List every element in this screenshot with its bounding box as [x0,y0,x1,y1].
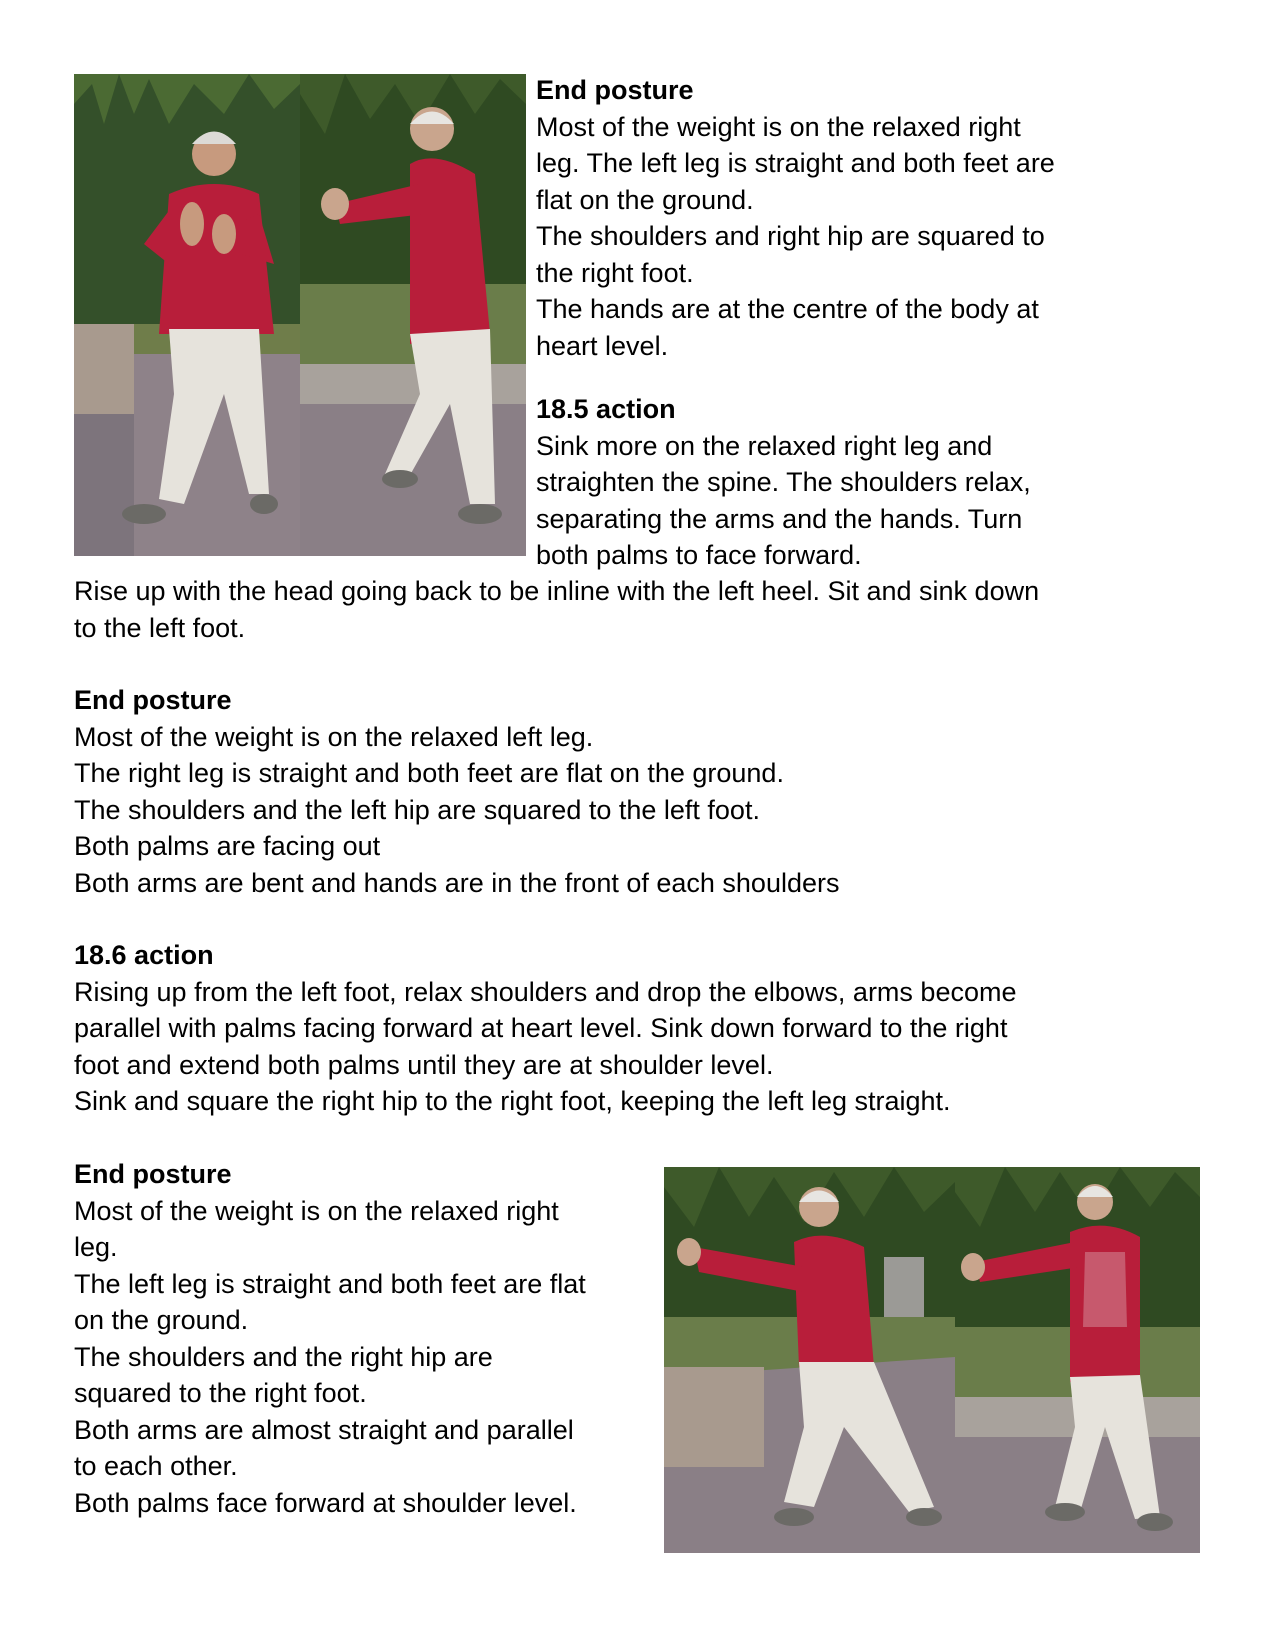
body-line: Both arms are bent and hands are in the front of each shoulders [74,867,840,898]
section-heading: End posture [74,685,232,715]
body-line: straighten the spine. The shoulders relax, [536,467,1031,497]
section-heading: 18.5 action [536,394,676,424]
body-line: heart level. [536,330,669,361]
photo-back-view-bottom [955,1167,1200,1553]
action-18-5-continuation [74,573,1039,646]
body-line: The hands are at the centre of the body at [536,294,1039,324]
body-line: leg. The left leg is straight and both feet are [536,148,1055,178]
body-line: to each other. [74,1451,238,1481]
body-line: both palms to face forward. [536,540,862,570]
body-line: Both palms are facing out [74,831,381,861]
body-line: Rising up from the left foot, relax shoulders and drop the elbows, arms become [74,976,1017,1007]
body-line: Rise up with the head going back to be inline with the left heel. Sit and sink down [74,576,1040,606]
body-line: Most of the weight is on the relaxed left leg. [74,721,594,752]
body-line: separating the arms and the hands. Turn [536,503,1023,534]
section-heading: 18.6 action [74,940,214,970]
body-line: Sink more on the relaxed right leg and [536,430,993,461]
body-line: to the left foot. [74,612,246,643]
section-heading: End posture [536,75,694,105]
body-line: Most of the weight is on the relaxed right [74,1195,559,1226]
body-line: The shoulders and right hip are squared to [536,221,1045,251]
body-line: Both palms face forward at shoulder level. [74,1487,577,1518]
body-line: The right leg is straight and both feet are flat on the ground. [74,758,784,788]
body-line: The left leg is straight and both feet are flat [74,1268,586,1299]
end-posture-section-2 [74,682,839,901]
action-18-5-section [536,391,1031,574]
end-posture-section-1 [536,72,1055,364]
photo-side-view-top [300,74,526,556]
body-line: foot and extend both palms until they are at shoulder level. [74,1049,774,1080]
body-line: Both arms are almost straight and parallel [74,1414,574,1445]
action-18-6-section [74,937,1016,1120]
body-line: flat on the ground. [536,184,754,215]
photo-front-view-top [74,74,300,556]
photo-front-view-bottom [664,1167,955,1553]
body-line: squared to the right foot. [74,1378,367,1408]
section-heading: End posture [74,1159,232,1189]
body-line: parallel with palms facing forward at heart level. Sink down forward to the right [74,1013,1008,1043]
body-line: The shoulders and the right hip are [74,1341,493,1372]
body-line: Most of the weight is on the relaxed right [536,111,1021,142]
end-posture-section-3 [74,1156,586,1521]
body-line: Sink and square the right hip to the right foot, keeping the left leg straight. [74,1086,951,1116]
body-line: leg. [74,1232,118,1262]
body-line: The shoulders and the left hip are squared to the left foot. [74,794,760,825]
body-line: on the ground. [74,1305,249,1335]
body-line: the right foot. [536,257,694,288]
